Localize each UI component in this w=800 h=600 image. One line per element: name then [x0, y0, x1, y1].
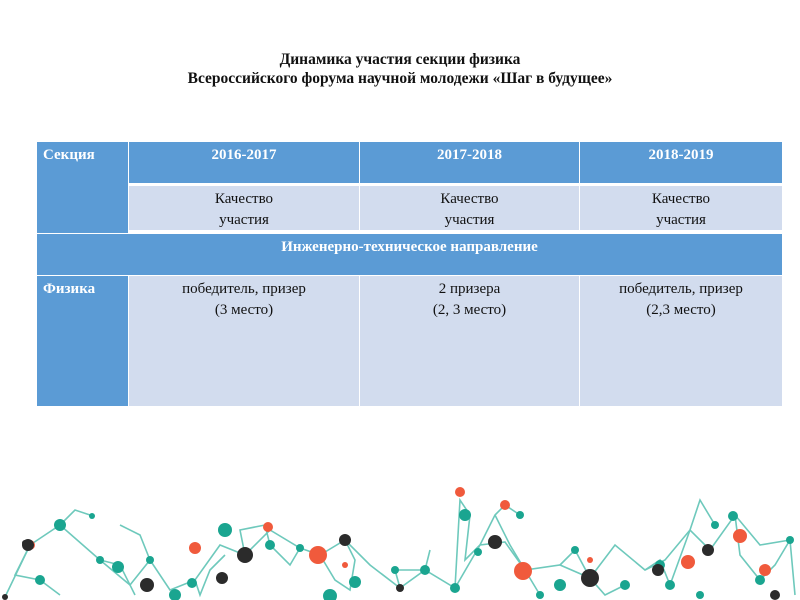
section-header-cell — [37, 142, 128, 233]
participation-table — [37, 142, 782, 406]
physics-label: Физика — [43, 281, 96, 297]
result-2017-2018: 2 призера (2, 3 место) — [360, 276, 579, 406]
section-header-label: Секция — [43, 147, 95, 163]
result-2016-2017: победитель, призер (3 место) — [129, 276, 359, 406]
year-header-2: 2017-2018 — [360, 142, 579, 183]
quality-label-2: Качество участия — [360, 186, 579, 230]
direction-row: Инженерно-техническое направление — [37, 234, 782, 275]
title-line-2: Всероссийского форума научной молодежи «Шаг в будущее» — [187, 70, 613, 87]
title-line-1: Динамика участия секции физика — [279, 51, 521, 68]
molecule-network-icon — [0, 470, 800, 600]
page-title — [0, 50, 800, 88]
quality-label-1: Качество участия — [129, 186, 359, 230]
quality-label-3: Качество участия — [580, 186, 782, 230]
result-2018-2019: победитель, призер (2,3 место) — [580, 276, 782, 406]
physics-row-label — [37, 276, 128, 406]
year-header-3: 2018-2019 — [580, 142, 782, 183]
year-header-1: 2016-2017 — [129, 142, 359, 183]
